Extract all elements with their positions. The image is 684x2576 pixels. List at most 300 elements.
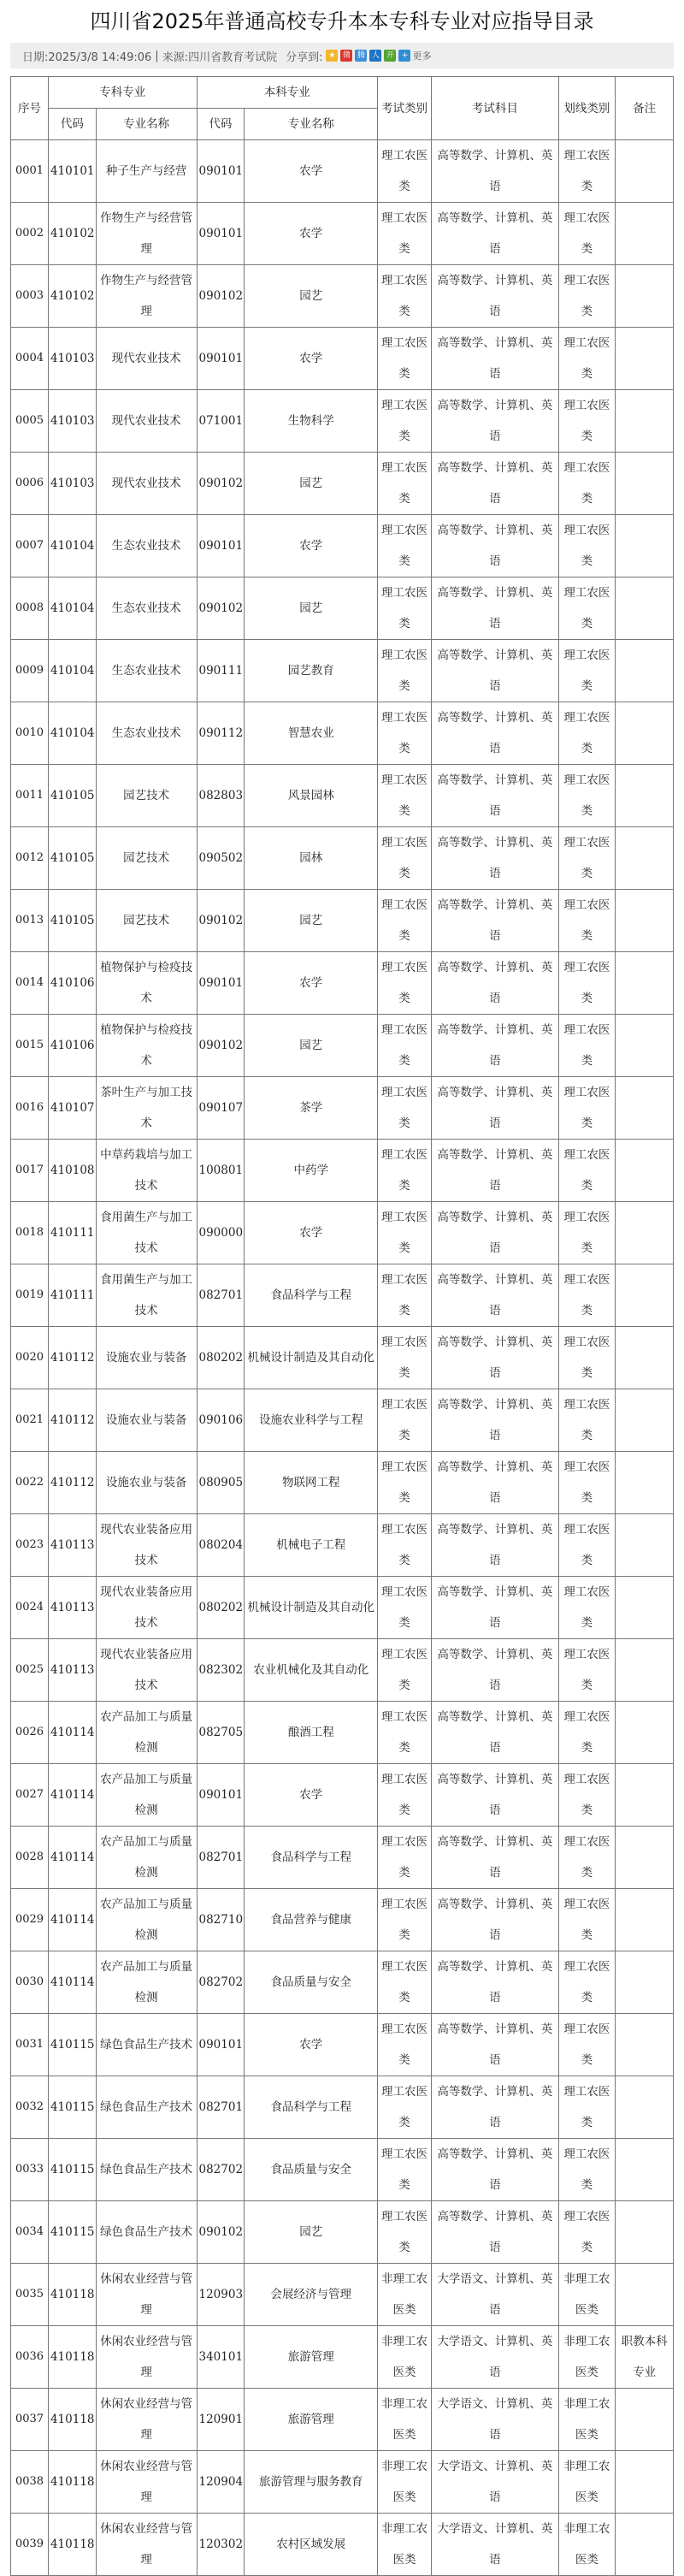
note-cell xyxy=(616,265,674,328)
exam-subjects-cell: 高等数学、计算机、英语 xyxy=(432,1577,559,1639)
table-row xyxy=(11,827,674,890)
benke-code-cell: 120302 xyxy=(197,2514,245,2576)
exam-type-cell: 理工农医类 xyxy=(378,1077,432,1140)
note-cell xyxy=(616,1264,674,1327)
benke-name-cell: 农学 xyxy=(245,2014,378,2076)
exam-type-cell: 理工农医类 xyxy=(378,1202,432,1264)
cutoff-type-cell: 理工农医类 xyxy=(558,640,616,702)
exam-type-cell: 理工农医类 xyxy=(378,203,432,265)
zhuanke-name-cell: 绿色食品生产技术 xyxy=(96,2076,197,2139)
exam-subjects-cell: 高等数学、计算机、英语 xyxy=(432,2201,559,2264)
exam-type-cell: 非理工农医类 xyxy=(378,2264,432,2326)
benke-code-cell: 090101 xyxy=(197,952,245,1015)
benke-name-cell: 园林 xyxy=(245,827,378,890)
benke-name-cell: 农村区域发展 xyxy=(245,2514,378,2576)
exam-subjects-cell: 高等数学、计算机、英语 xyxy=(432,1702,559,1764)
exam-type-cell: 理工农医类 xyxy=(378,2014,432,2076)
more-share-link[interactable]: 更多 xyxy=(412,50,432,62)
table-row xyxy=(11,1764,674,1827)
benke-name-cell: 食品科学与工程 xyxy=(245,2076,378,2139)
exam-subjects-cell: 高等数学、计算机、英语 xyxy=(432,2076,559,2139)
benke-name-cell: 食品质量与安全 xyxy=(245,2139,378,2201)
table-row xyxy=(11,1264,674,1327)
seq-cell: 0038 xyxy=(11,2451,49,2514)
exam-subjects-cell: 高等数学、计算机、英语 xyxy=(432,140,559,203)
benke-name-cell: 机械设计制造及其自动化 xyxy=(245,1327,378,1389)
zhuanke-name-cell: 园艺技术 xyxy=(96,827,197,890)
exam-subjects-cell: 高等数学、计算机、英语 xyxy=(432,203,559,265)
note-cell xyxy=(616,577,674,640)
exam-type-cell: 理工农医类 xyxy=(378,1452,432,1514)
exam-type-cell: 理工农医类 xyxy=(378,1764,432,1827)
note-cell xyxy=(616,2014,674,2076)
zhuanke-code-cell: 410115 xyxy=(48,2139,96,2201)
zhuanke-name-cell: 生态农业技术 xyxy=(96,515,197,577)
benke-name-cell: 风景园林 xyxy=(245,765,378,827)
page-title: 四川省2025年普通高校专升本本专科专业对应指导目录 xyxy=(90,9,594,33)
seq-cell: 0001 xyxy=(11,140,49,203)
zhuanke-name-cell: 设施农业与装备 xyxy=(96,1452,197,1514)
zhuanke-name-cell: 农产品加工与质量检测 xyxy=(96,1889,197,1951)
cutoff-type-cell: 理工农医类 xyxy=(558,390,616,453)
benke-code-cell: 120901 xyxy=(197,2389,245,2451)
table-row xyxy=(11,265,674,328)
share-icons xyxy=(326,50,410,62)
benke-code-cell: 090102 xyxy=(197,577,245,640)
zhuanke-code-cell: 410113 xyxy=(48,1577,96,1639)
note-cell xyxy=(616,2076,674,2139)
seq-cell: 0021 xyxy=(11,1389,49,1452)
note-cell xyxy=(616,702,674,765)
zhuanke-name-cell: 生态农业技术 xyxy=(96,702,197,765)
benke-name-cell: 机械电子工程 xyxy=(245,1514,378,1577)
benke-name-cell: 旅游管理与服务教育 xyxy=(245,2451,378,2514)
zhuanke-name-cell: 茶叶生产与加工技术 xyxy=(96,1077,197,1140)
exam-type-cell: 理工农医类 xyxy=(378,1514,432,1577)
source-label: 来源:四川省教育考试院 xyxy=(162,50,278,64)
cutoff-type-cell: 理工农医类 xyxy=(558,765,616,827)
exam-subjects-cell: 高等数学、计算机、英语 xyxy=(432,1077,559,1140)
zhuanke-code-cell: 410113 xyxy=(48,1514,96,1577)
exam-type-cell: 理工农医类 xyxy=(378,515,432,577)
kaixin-icon[interactable]: 开 xyxy=(384,50,396,62)
benke-name-cell: 机械设计制造及其自动化 xyxy=(245,1577,378,1639)
zhuanke-name-cell: 园艺技术 xyxy=(96,765,197,827)
benke-code-cell: 082302 xyxy=(197,1639,245,1702)
benke-code-cell: 090101 xyxy=(197,2014,245,2076)
zhuanke-name-cell: 植物保护与检疫技术 xyxy=(96,1015,197,1077)
seq-cell: 0031 xyxy=(11,2014,49,2076)
note-cell xyxy=(616,1077,674,1140)
header-cutoff-type: 划线类别 xyxy=(558,77,616,140)
exam-type-cell: 理工农医类 xyxy=(378,577,432,640)
cutoff-type-cell: 理工农医类 xyxy=(558,1264,616,1327)
table-row xyxy=(11,2139,674,2201)
exam-type-cell: 理工农医类 xyxy=(378,1389,432,1452)
header-benke-name: 专业名称 xyxy=(245,109,378,140)
zhuanke-code-cell: 410118 xyxy=(48,2451,96,2514)
seq-cell: 0034 xyxy=(11,2201,49,2264)
cutoff-type-cell: 理工农医类 xyxy=(558,827,616,890)
cutoff-type-cell: 理工农医类 xyxy=(558,577,616,640)
benke-name-cell: 旅游管理 xyxy=(245,2326,378,2389)
zhuanke-name-cell: 现代农业装备应用技术 xyxy=(96,1639,197,1702)
exam-subjects-cell: 高等数学、计算机、英语 xyxy=(432,1140,559,1202)
seq-cell: 0022 xyxy=(11,1452,49,1514)
note-cell xyxy=(616,2451,674,2514)
seq-cell: 0027 xyxy=(11,1764,49,1827)
zhuanke-code-cell: 410115 xyxy=(48,2201,96,2264)
seq-cell: 0013 xyxy=(11,890,49,952)
seq-cell: 0010 xyxy=(11,702,49,765)
note-cell xyxy=(616,1889,674,1951)
zhuanke-name-cell: 绿色食品生产技术 xyxy=(96,2139,197,2201)
benke-name-cell: 生物科学 xyxy=(245,390,378,453)
cutoff-type-cell: 理工农医类 xyxy=(558,1452,616,1514)
seq-cell: 0026 xyxy=(11,1702,49,1764)
weibo-icon[interactable]: 微 xyxy=(340,50,352,62)
benke-code-cell: 082710 xyxy=(197,1889,245,1951)
seq-cell: 0039 xyxy=(11,2514,49,2576)
zhuanke-name-cell: 作物生产与经营管理 xyxy=(96,265,197,328)
exam-subjects-cell: 高等数学、计算机、英语 xyxy=(432,1951,559,2014)
exam-type-cell: 理工农医类 xyxy=(378,265,432,328)
note-cell: 职教本科专业 xyxy=(616,2326,674,2389)
cutoff-type-cell: 理工农医类 xyxy=(558,952,616,1015)
note-cell xyxy=(616,890,674,952)
seq-cell: 0033 xyxy=(11,2139,49,2201)
seq-cell: 0004 xyxy=(11,328,49,390)
benke-code-cell: 090111 xyxy=(197,640,245,702)
qzone-icon[interactable]: ★ xyxy=(326,50,338,62)
benke-code-cell: 120904 xyxy=(197,2451,245,2514)
seq-cell: 0008 xyxy=(11,577,49,640)
zhuanke-code-cell: 410104 xyxy=(48,640,96,702)
table-row xyxy=(11,1702,674,1764)
seq-cell: 0009 xyxy=(11,640,49,702)
exam-subjects-cell: 高等数学、计算机、英语 xyxy=(432,702,559,765)
seq-cell: 0002 xyxy=(11,203,49,265)
benke-name-cell: 物联网工程 xyxy=(245,1452,378,1514)
benke-code-cell: 090101 xyxy=(197,203,245,265)
benke-code-cell: 090106 xyxy=(197,1389,245,1452)
cutoff-type-cell: 理工农医类 xyxy=(558,1077,616,1140)
benke-name-cell: 茶学 xyxy=(245,1077,378,1140)
more-share-icon[interactable]: + xyxy=(398,50,410,62)
note-cell xyxy=(616,203,674,265)
benke-name-cell: 设施农业科学与工程 xyxy=(245,1389,378,1452)
exam-type-cell: 理工农医类 xyxy=(378,1140,432,1202)
seq-cell: 0003 xyxy=(11,265,49,328)
zhuanke-name-cell: 农产品加工与质量检测 xyxy=(96,1702,197,1764)
separator: | xyxy=(155,49,159,62)
cutoff-type-cell: 理工农医类 xyxy=(558,453,616,515)
cutoff-type-cell: 理工农医类 xyxy=(558,2139,616,2201)
exam-subjects-cell: 高等数学、计算机、英语 xyxy=(432,265,559,328)
note-cell xyxy=(616,2139,674,2201)
seq-cell: 0012 xyxy=(11,827,49,890)
zhuanke-code-cell: 410108 xyxy=(48,1140,96,1202)
seq-cell: 0017 xyxy=(11,1140,49,1202)
zhuanke-name-cell: 中草药栽培与加工技术 xyxy=(96,1140,197,1202)
table-row xyxy=(11,203,674,265)
table-row xyxy=(11,140,674,203)
header-zhuanke-code: 代码 xyxy=(48,109,96,140)
benke-name-cell: 食品营养与健康 xyxy=(245,1889,378,1951)
zhuanke-name-cell: 休闲农业经营与管理 xyxy=(96,2264,197,2326)
note-cell xyxy=(616,515,674,577)
table-row xyxy=(11,2451,674,2514)
header-zhuanke: 专科专业 xyxy=(48,77,197,109)
seq-cell: 0032 xyxy=(11,2076,49,2139)
benke-name-cell: 农学 xyxy=(245,952,378,1015)
seq-cell: 0028 xyxy=(11,1827,49,1889)
zhuanke-code-cell: 410106 xyxy=(48,952,96,1015)
info-bar xyxy=(10,43,674,68)
zhuanke-code-cell: 410111 xyxy=(48,1264,96,1327)
seq-cell: 0030 xyxy=(11,1951,49,2014)
benke-name-cell: 园艺教育 xyxy=(245,640,378,702)
table-row xyxy=(11,2264,674,2326)
benke-name-cell: 会展经济与管理 xyxy=(245,2264,378,2326)
note-cell xyxy=(616,1389,674,1452)
cutoff-type-cell: 理工农医类 xyxy=(558,2014,616,2076)
cutoff-type-cell: 非理工农医类 xyxy=(558,2326,616,2389)
cutoff-type-cell: 理工农医类 xyxy=(558,1764,616,1827)
zhuanke-code-cell: 410104 xyxy=(48,577,96,640)
exam-type-cell: 理工农医类 xyxy=(378,2201,432,2264)
header-benke-code: 代码 xyxy=(197,109,245,140)
benke-code-cell: 090102 xyxy=(197,2201,245,2264)
benke-code-cell: 090107 xyxy=(197,1077,245,1140)
note-cell xyxy=(616,2201,674,2264)
benke-code-cell: 090502 xyxy=(197,827,245,890)
cutoff-type-cell: 理工农医类 xyxy=(558,1389,616,1452)
table-row xyxy=(11,1327,674,1389)
zhuanke-code-cell: 410106 xyxy=(48,1015,96,1077)
exam-subjects-cell: 高等数学、计算机、英语 xyxy=(432,1389,559,1452)
note-cell xyxy=(616,1764,674,1827)
exam-type-cell: 理工农医类 xyxy=(378,453,432,515)
benke-code-cell: 090101 xyxy=(197,515,245,577)
cutoff-type-cell: 理工农医类 xyxy=(558,2201,616,2264)
exam-type-cell: 理工农医类 xyxy=(378,1889,432,1951)
exam-subjects-cell: 大学语文、计算机、英语 xyxy=(432,2514,559,2576)
note-cell xyxy=(616,1951,674,2014)
zhuanke-code-cell: 410115 xyxy=(48,2076,96,2139)
table-row xyxy=(11,702,674,765)
exam-subjects-cell: 高等数学、计算机、英语 xyxy=(432,1764,559,1827)
benke-name-cell: 农学 xyxy=(245,515,378,577)
exam-subjects-cell: 高等数学、计算机、英语 xyxy=(432,1327,559,1389)
cutoff-type-cell: 理工农医类 xyxy=(558,702,616,765)
benke-code-cell: 082803 xyxy=(197,765,245,827)
benke-code-cell: 082702 xyxy=(197,1951,245,2014)
note-cell xyxy=(616,140,674,203)
zhuanke-name-cell: 园艺技术 xyxy=(96,890,197,952)
note-cell xyxy=(616,765,674,827)
table-row xyxy=(11,1015,674,1077)
table-row xyxy=(11,1077,674,1140)
table-row xyxy=(11,2014,674,2076)
table-row xyxy=(11,2326,674,2389)
table-row xyxy=(11,1140,674,1202)
seq-cell: 0020 xyxy=(11,1327,49,1389)
exam-type-cell: 理工农医类 xyxy=(378,2076,432,2139)
table-row xyxy=(11,765,674,827)
exam-subjects-cell: 高等数学、计算机、英语 xyxy=(432,1202,559,1264)
zhuanke-code-cell: 410103 xyxy=(48,453,96,515)
zhuanke-code-cell: 410104 xyxy=(48,515,96,577)
zhuanke-code-cell: 410114 xyxy=(48,1951,96,2014)
exam-subjects-cell: 大学语文、计算机、英语 xyxy=(432,2451,559,2514)
benke-code-cell: 120903 xyxy=(197,2264,245,2326)
zhuanke-code-cell: 410118 xyxy=(48,2326,96,2389)
exam-type-cell: 理工农医类 xyxy=(378,390,432,453)
header-zhuanke-name: 专业名称 xyxy=(96,109,197,140)
cutoff-type-cell: 理工农医类 xyxy=(558,328,616,390)
exam-type-cell: 理工农医类 xyxy=(378,890,432,952)
benke-code-cell: 082701 xyxy=(197,1264,245,1327)
table-row xyxy=(11,328,674,390)
seq-cell: 0016 xyxy=(11,1077,49,1140)
exam-subjects-cell: 高等数学、计算机、英语 xyxy=(432,890,559,952)
note-cell xyxy=(616,1015,674,1077)
exam-subjects-cell: 高等数学、计算机、英语 xyxy=(432,1889,559,1951)
renren-icon[interactable]: 人 xyxy=(369,50,381,62)
zhuanke-code-cell: 410115 xyxy=(48,2014,96,2076)
benke-name-cell: 食品科学与工程 xyxy=(245,1264,378,1327)
exam-type-cell: 理工农医类 xyxy=(378,2139,432,2201)
zhuanke-name-cell: 绿色食品生产技术 xyxy=(96,2201,197,2264)
cutoff-type-cell: 理工农医类 xyxy=(558,1514,616,1577)
exam-type-cell: 理工农医类 xyxy=(378,1827,432,1889)
note-cell xyxy=(616,328,674,390)
exam-subjects-cell: 高等数学、计算机、英语 xyxy=(432,1827,559,1889)
cutoff-type-cell: 非理工农医类 xyxy=(558,2389,616,2451)
zhuanke-name-cell: 作物生产与经营管理 xyxy=(96,203,197,265)
zhuanke-code-cell: 410102 xyxy=(48,265,96,328)
benke-code-cell: 080202 xyxy=(197,1577,245,1639)
table-row xyxy=(11,390,674,453)
table-row xyxy=(11,1202,674,1264)
benke-name-cell: 食品科学与工程 xyxy=(245,1827,378,1889)
table-row xyxy=(11,890,674,952)
exam-subjects-cell: 高等数学、计算机、英语 xyxy=(432,390,559,453)
zhuanke-code-cell: 410114 xyxy=(48,1702,96,1764)
zhuanke-code-cell: 410118 xyxy=(48,2389,96,2451)
exam-subjects-cell: 高等数学、计算机、英语 xyxy=(432,1514,559,1577)
exam-subjects-cell: 大学语文、计算机、英语 xyxy=(432,2389,559,2451)
cutoff-type-cell: 理工农医类 xyxy=(558,1951,616,2014)
table-row xyxy=(11,952,674,1015)
zhuanke-name-cell: 现代农业装备应用技术 xyxy=(96,1514,197,1577)
zhuanke-name-cell: 现代农业技术 xyxy=(96,453,197,515)
zhuanke-code-cell: 410107 xyxy=(48,1077,96,1140)
exam-type-cell: 理工农医类 xyxy=(378,827,432,890)
zhuanke-name-cell: 现代农业技术 xyxy=(96,390,197,453)
cutoff-type-cell: 理工农医类 xyxy=(558,1140,616,1202)
table-row xyxy=(11,2201,674,2264)
seq-cell: 0005 xyxy=(11,390,49,453)
exam-type-cell: 理工农医类 xyxy=(378,702,432,765)
exam-subjects-cell: 高等数学、计算机、英语 xyxy=(432,1639,559,1702)
table-row xyxy=(11,453,674,515)
exam-type-cell: 理工农医类 xyxy=(378,1015,432,1077)
exam-type-cell: 理工农医类 xyxy=(378,328,432,390)
zhuanke-code-cell: 410113 xyxy=(48,1639,96,1702)
seq-cell: 0023 xyxy=(11,1514,49,1577)
benke-code-cell: 082702 xyxy=(197,2139,245,2201)
benke-name-cell: 农业机械化及其自动化 xyxy=(245,1639,378,1702)
table-row xyxy=(11,1514,674,1577)
table-row xyxy=(11,1827,674,1889)
note-cell xyxy=(616,1639,674,1702)
cutoff-type-cell: 理工农医类 xyxy=(558,1639,616,1702)
zhuanke-name-cell: 种子生产与经营 xyxy=(96,140,197,203)
exam-subjects-cell: 大学语文、计算机、英语 xyxy=(432,2264,559,2326)
table-row xyxy=(11,1639,674,1702)
note-cell xyxy=(616,1140,674,1202)
benke-name-cell: 旅游管理 xyxy=(245,2389,378,2451)
seq-cell: 0006 xyxy=(11,453,49,515)
cutoff-type-cell: 理工农医类 xyxy=(558,1327,616,1389)
note-cell xyxy=(616,1702,674,1764)
note-cell xyxy=(616,1577,674,1639)
cutoff-type-cell: 理工农医类 xyxy=(558,1015,616,1077)
note-cell xyxy=(616,453,674,515)
cutoff-type-cell: 理工农医类 xyxy=(558,1702,616,1764)
note-cell xyxy=(616,2264,674,2326)
seq-cell: 0035 xyxy=(11,2264,49,2326)
cutoff-type-cell: 理工农医类 xyxy=(558,1202,616,1264)
benke-code-cell: 082705 xyxy=(197,1702,245,1764)
zhuanke-name-cell: 休闲农业经营与管理 xyxy=(96,2451,197,2514)
benke-name-cell: 食品质量与安全 xyxy=(245,1951,378,2014)
cutoff-type-cell: 理工农医类 xyxy=(558,140,616,203)
note-cell xyxy=(616,2514,674,2576)
exam-type-cell: 理工农医类 xyxy=(378,1577,432,1639)
benke-name-cell: 农学 xyxy=(245,1202,378,1264)
note-cell xyxy=(616,1452,674,1514)
zhuanke-name-cell: 绿色食品生产技术 xyxy=(96,2014,197,2076)
cutoff-type-cell: 理工农医类 xyxy=(558,890,616,952)
exam-type-cell: 理工农医类 xyxy=(378,140,432,203)
zhuanke-name-cell: 设施农业与装备 xyxy=(96,1389,197,1452)
exam-subjects-cell: 高等数学、计算机、英语 xyxy=(432,952,559,1015)
benke-code-cell: 080202 xyxy=(197,1327,245,1389)
cutoff-type-cell: 理工农医类 xyxy=(558,265,616,328)
benke-code-cell: 082701 xyxy=(197,2076,245,2139)
tencent-weibo-icon[interactable]: 腾 xyxy=(355,50,367,62)
header-note: 备注 xyxy=(616,77,674,140)
cutoff-type-cell: 非理工农医类 xyxy=(558,2451,616,2514)
note-cell xyxy=(616,952,674,1015)
benke-code-cell: 090101 xyxy=(197,140,245,203)
zhuanke-code-cell: 410111 xyxy=(48,1202,96,1264)
benke-code-cell: 080204 xyxy=(197,1514,245,1577)
zhuanke-name-cell: 休闲农业经营与管理 xyxy=(96,2326,197,2389)
exam-subjects-cell: 高等数学、计算机、英语 xyxy=(432,2139,559,2201)
table-row xyxy=(11,1951,674,2014)
zhuanke-code-cell: 410114 xyxy=(48,1827,96,1889)
table-row xyxy=(11,1389,674,1452)
seq-cell: 0019 xyxy=(11,1264,49,1327)
zhuanke-code-cell: 410103 xyxy=(48,328,96,390)
exam-type-cell: 理工农医类 xyxy=(378,640,432,702)
note-cell xyxy=(616,1827,674,1889)
note-cell xyxy=(616,640,674,702)
